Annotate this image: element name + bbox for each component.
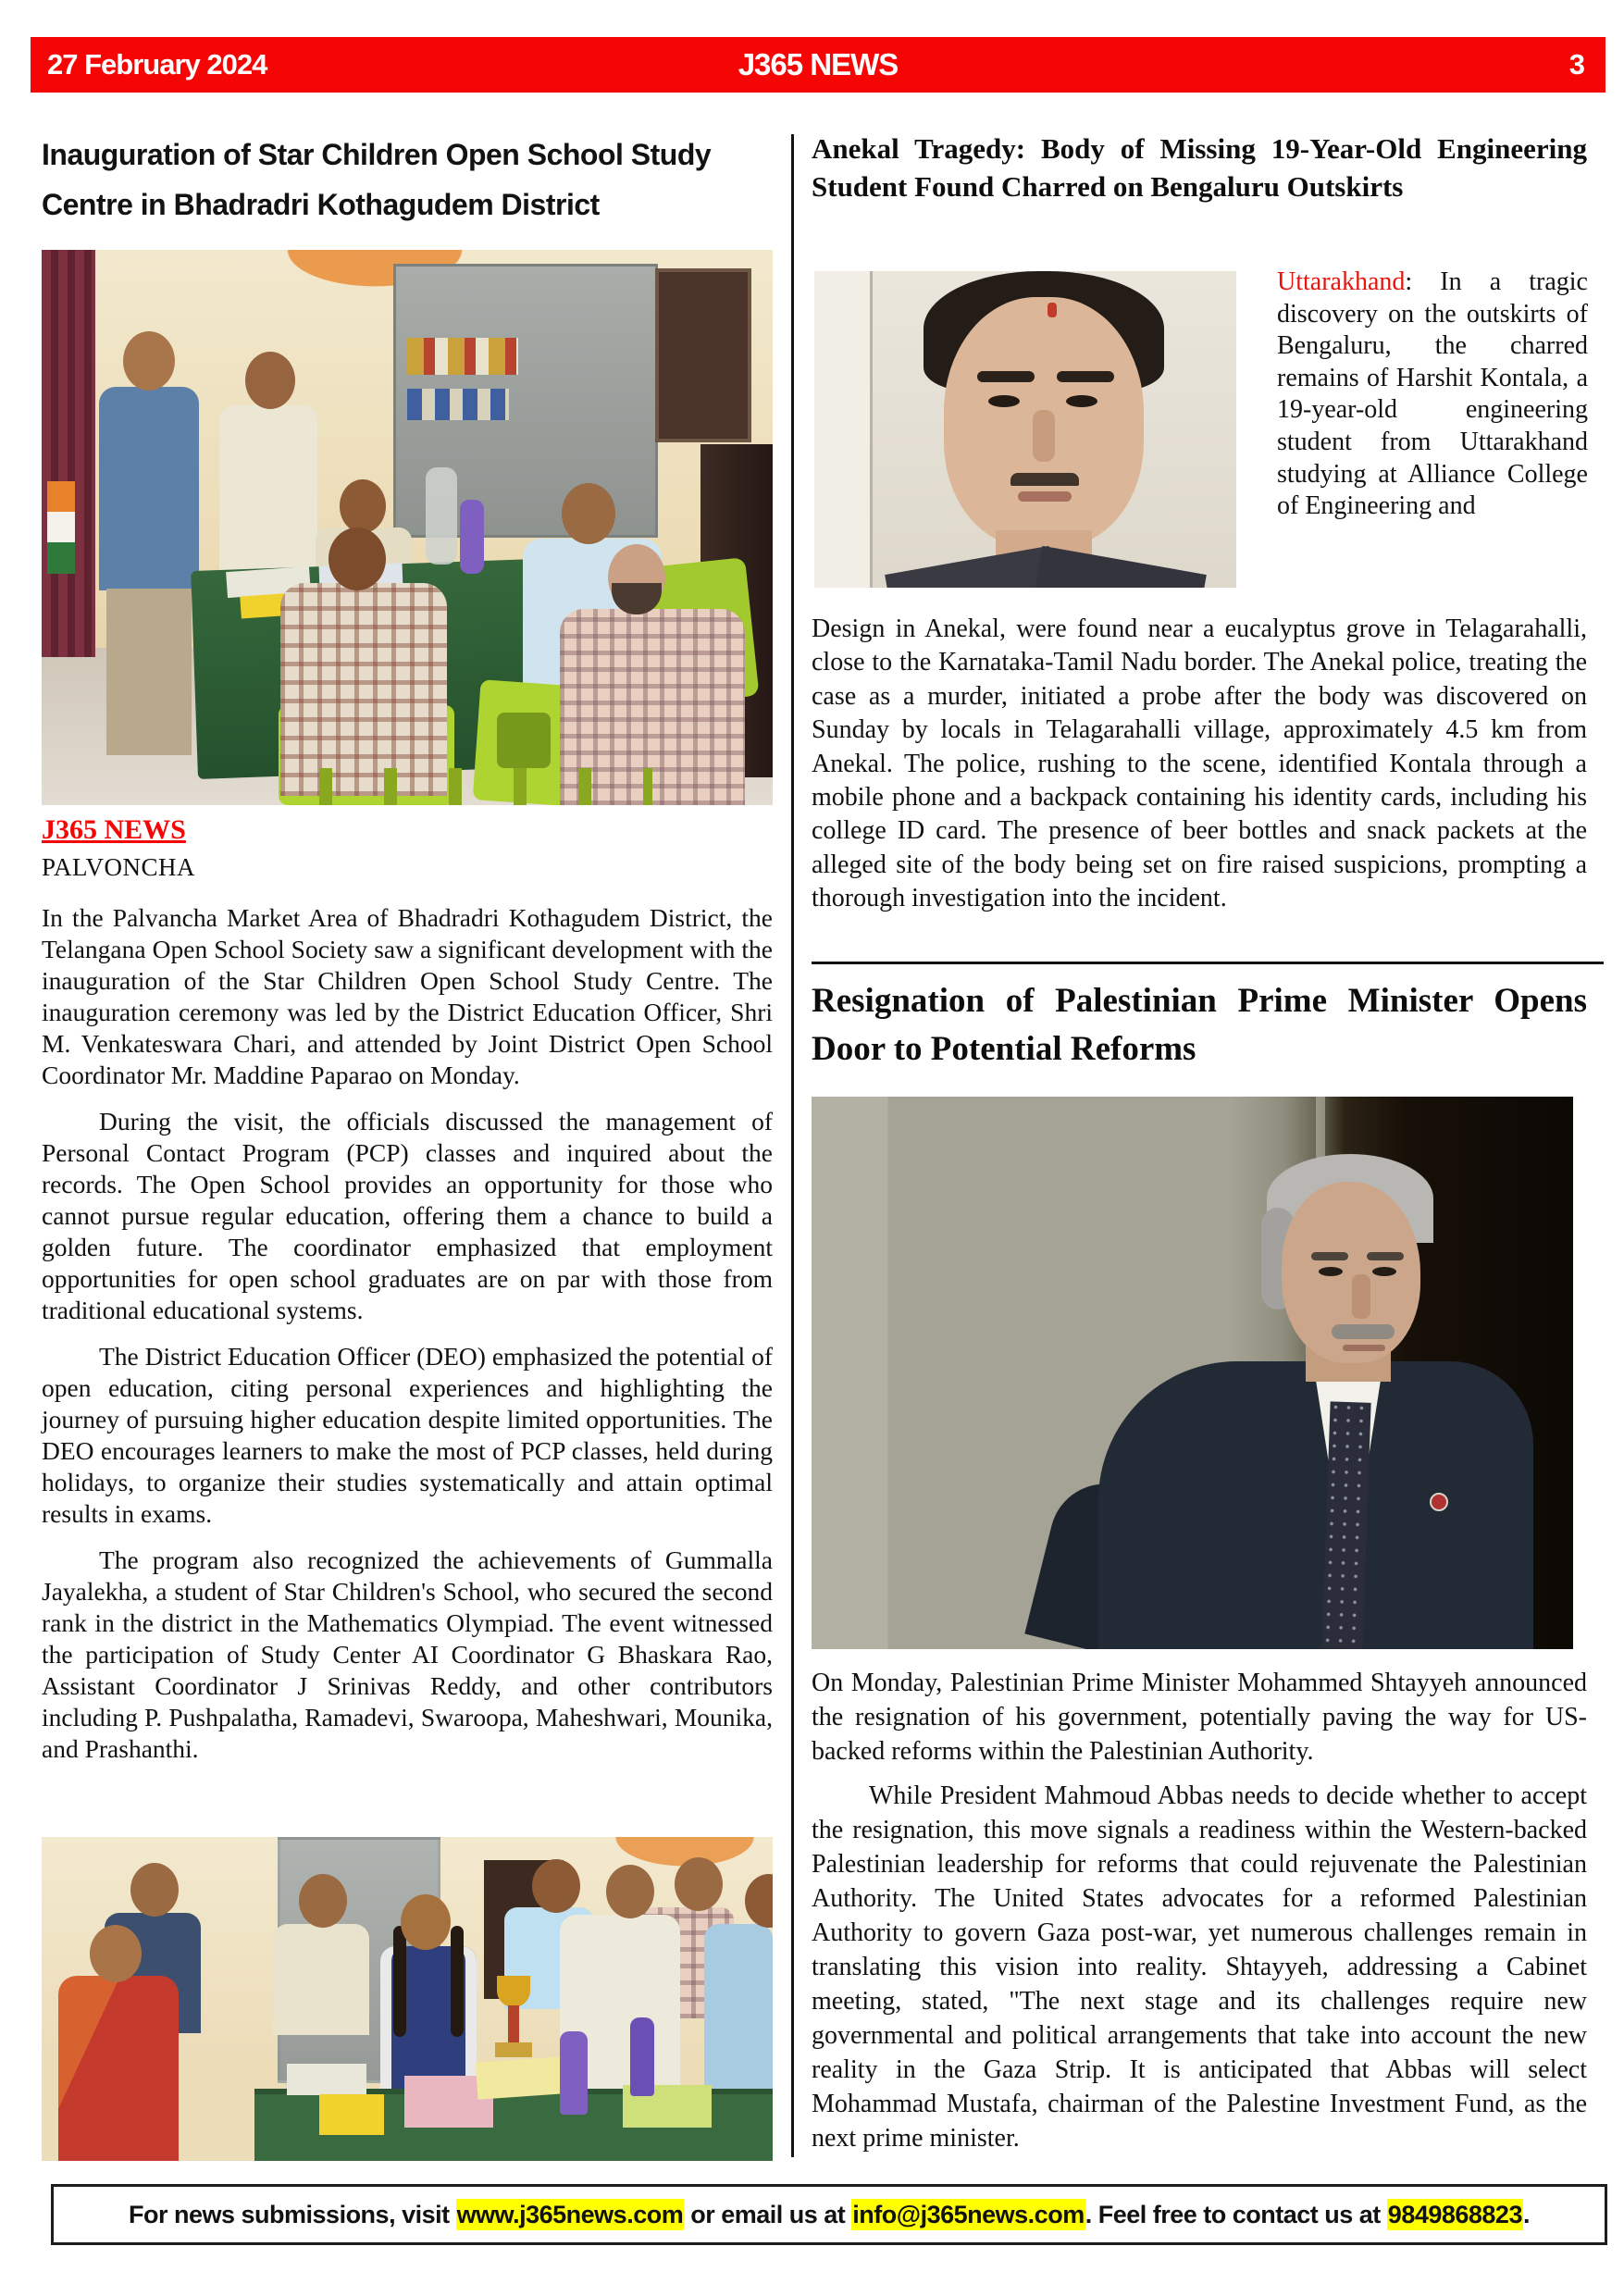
photo-trophy xyxy=(508,2005,519,2044)
dateline-location: Uttarakhand xyxy=(1277,267,1406,296)
photo-shelf-books xyxy=(407,338,518,375)
footer-contact-bar xyxy=(51,2184,1607,2245)
footer-website[interactable]: www.j365news.com xyxy=(456,2200,684,2228)
photo-bottle xyxy=(630,2017,654,2096)
footer-text: For news submissions, visit xyxy=(129,2200,456,2228)
photo-pm-portrait xyxy=(812,1097,1573,1649)
photo-flag xyxy=(47,481,75,574)
photo-person xyxy=(340,479,386,533)
lead-text: : In a tragic discovery on the outskirts of Bengaluru, the charred remains of Harshit Kontala, a 19-year-old engineering student from Uttarakhand studying at Alliance College of Engineering and xyxy=(1277,267,1588,521)
footer-text xyxy=(129,2201,1530,2229)
photo-person xyxy=(130,1863,179,1917)
photo-nose xyxy=(1033,410,1055,462)
photo-student xyxy=(401,1894,451,1950)
photo-trophy xyxy=(495,2042,532,2057)
photo-signboard xyxy=(655,268,751,442)
article-body-pm: While President Mahmoud Abbas needs to decide whether to accept the resignation, this move signals a readiness within the Western-backed Palestinian leadership for reforms that could rejuvenate the Palestinian Authority. The United States advocates for a reformed Palestinian Authority to govern Gaza post-war, yet numerous challenges remain in translating this vision into reality. Shtayyeh, addressing a Cabinet meeting, stated, "The next stage and its challenges require new governmental and political arrangements that take into account the new reality in the Gaza Strip. It is anticipated that Abbas will select Mohammad Mustafa, chairman of the Palestine Investment Fund, as the next prime minister. xyxy=(812,1781,1587,2153)
footer-phone[interactable]: 9849868823 xyxy=(1387,2200,1522,2228)
photo-eyebrow xyxy=(977,371,1035,382)
photo-collar xyxy=(1033,546,1207,588)
photo-person xyxy=(562,483,615,544)
photo-tilak xyxy=(1048,303,1057,317)
photo-mustache xyxy=(1332,1324,1395,1339)
photo-bottle xyxy=(426,467,457,565)
photo-tie xyxy=(1321,1401,1370,1649)
byline-source: J365 NEWS xyxy=(42,814,186,845)
photo-eye xyxy=(1372,1267,1396,1276)
photo-chair-legs xyxy=(319,768,652,805)
photo-collar xyxy=(885,546,1059,588)
photo-person xyxy=(704,1924,773,2100)
paragraph: In the Palvancha Market Area of Bhadradri Kothagudem District, the Telangana Open School Society saw a significant development with the inauguration of the Star Children Open School Study Centre. The inauguration ceremony was led by the District Education Officer, Shri M. Venkateswara Chari, and attended by Joint District Open School Coordinator Mr. Maddine Paparao on Monday. xyxy=(42,903,773,1089)
footer-email[interactable]: info@j365news.com xyxy=(852,2200,1085,2228)
photo-person xyxy=(675,1857,723,1911)
column-divider xyxy=(791,134,794,2157)
masthead-bar xyxy=(31,37,1605,93)
photo-shelf-books xyxy=(407,389,509,420)
paragraph: During the visit, the officials discussed the management of Personal Contact Program (PCP) classes and inquired about the records. The Open School provides an opportunity for those who cannot pursue regular education, offering them a chance to build a golden future. The coordinator emphasized that employment opportunities for open school graduates are on par with those from traditional educational systems. xyxy=(42,1107,773,1324)
photo-woman-saree xyxy=(90,1925,142,1982)
photo-mouth xyxy=(1018,491,1072,502)
photo-person xyxy=(123,331,175,391)
photo-eyebrow xyxy=(1311,1252,1348,1260)
headline-anekal-tragedy: Anekal Tragedy: Body of Missing 19-Year-Old Engineering Student Found Charred on Bengaluru Outskirts xyxy=(812,132,1587,203)
photo-bottle xyxy=(460,500,484,574)
photo-book xyxy=(287,2064,366,2095)
byline-location: PALVONCHA xyxy=(42,853,196,881)
photo-person xyxy=(99,387,199,590)
photo-bottle xyxy=(560,2031,588,2115)
photo-book xyxy=(319,2094,384,2135)
paragraph: The District Education Officer (DEO) emphasized the potential of open education, citing personal experiences and highlighting the journey of pursuing higher education despite limited opportunities. The DEO encourages learners to make the most of PCP classes, held during holidays, to organize their studies systematically and attain optimal results in exams. xyxy=(42,1342,773,1528)
photo-person xyxy=(329,527,386,590)
photo-award-presentation xyxy=(42,1837,773,2161)
photo-student xyxy=(393,1926,406,2037)
photo-person xyxy=(106,589,192,755)
photo-person xyxy=(280,583,447,796)
photo-person xyxy=(299,1874,347,1928)
photo-eyebrow xyxy=(1057,371,1114,382)
article-lead-anekal xyxy=(1277,267,1588,523)
photo-eye xyxy=(1066,395,1097,407)
photo-chair xyxy=(497,713,551,768)
page-number: 3 xyxy=(1568,48,1585,81)
photo-background xyxy=(814,271,873,588)
photo-eye xyxy=(988,395,1020,407)
footer-text: . Feel free to contact us at xyxy=(1085,2200,1387,2228)
article-divider xyxy=(812,962,1604,964)
footer-text: or email us at xyxy=(684,2200,852,2228)
photo-curtain xyxy=(42,250,95,657)
article-body-pm: On Monday, Palestinian Prime Minister Mohammed Shtayyeh announced the resignation of his government, potentially paving the way for US-backed reforms within the Palestinian Authority. xyxy=(812,1669,1587,1766)
article-body-star-children xyxy=(42,902,773,1780)
photo-mustache xyxy=(1010,473,1079,486)
photo-inauguration-meeting xyxy=(42,250,773,805)
photo-person xyxy=(245,352,295,409)
photo-person xyxy=(606,1865,654,1918)
photo-student xyxy=(451,1926,464,2037)
photo-suit xyxy=(1098,1361,1533,1649)
headline-star-children: Inauguration of Star Children Open School Study Centre in Bhadradri Kothagudem District xyxy=(42,138,712,221)
article-continuation-anekal: Design in Anekal, were found near a eucalyptus grove in Telagarahalli, close to the Karnataka-Tamil Nadu border. The Anekal police, treating the case as a murder, initiated a probe after the body was discovered on Sunday by locals in Telagarahalli village, approximately 4.5 km from Anekal. The police, rushing to the scene, identified Kontala through a mobile phone and a backpack containing his identity cards, including his college ID card. The presence of beer bottles and snack packets at the alleged site of the body being set on fire raised suspicions, prompting a thorough investigation into the incident. xyxy=(812,614,1587,913)
photo-eyebrow xyxy=(1367,1252,1404,1260)
photo-lapel-pin xyxy=(1430,1493,1448,1511)
issue-date: 27 February 2024 xyxy=(47,48,267,81)
photo-person xyxy=(532,1859,580,1913)
photo-nose xyxy=(1352,1274,1370,1319)
newspaper-title: J365 NEWS xyxy=(738,47,899,81)
paragraph: The program also recognized the achievements of Gummalla Jayalekha, a student of Star Children's School, who secured the second rank in the district in the Mathematics Olympiad. The event witnessed the participation of Study Center AI Coordinator G Bhaskara Rao, Assistant Coordinator J Srinivas Reddy, and other contributors including P. Pushpalatha, Ramadevi, Swaroopa, Maheshwari, Mounika, and Prashanthi. xyxy=(42,1545,773,1763)
headline-pm-resignation: Resignation of Palestinian Prime Minister Opens Door to Potential Reforms xyxy=(812,982,1587,1068)
photo-eye xyxy=(1319,1267,1343,1276)
footer-text: . xyxy=(1522,2200,1530,2228)
photo-person xyxy=(745,1874,773,1928)
photo-mouth xyxy=(1343,1345,1385,1351)
photo-student-portrait xyxy=(814,271,1236,588)
photo-person xyxy=(273,1924,369,2035)
photo-woman-saree xyxy=(58,1976,179,2161)
